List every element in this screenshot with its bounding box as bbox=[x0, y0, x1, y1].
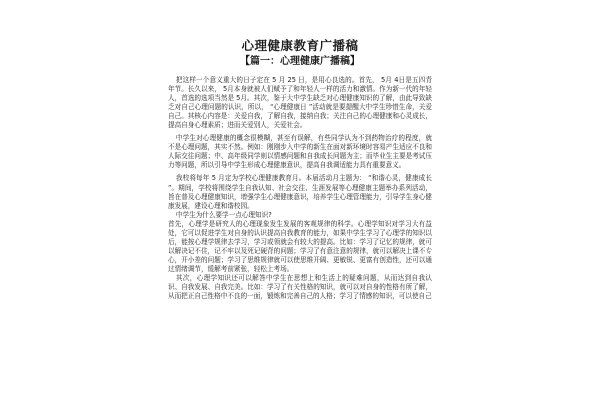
document-page bbox=[168, 0, 432, 400]
document-title: 心理健康教育广播稿 bbox=[241, 38, 359, 53]
document-subtitle: 【篇一：心理健康广播稿】 bbox=[240, 56, 360, 67]
paragraph-first-reason: 首先，心理学是研究人的心理现象发生发展的客观规律的科学。心理学知识对学习大有益处，它可以促进学生对自身的认识提高自我教育的能力，如果中学生学习了心理学的知识以后，能按心理学规律去学习，学习或领就会有较大的提高。比如：学习了记忆的规律，就可以解决记不住，记不牢以及死记硬背的问题；学习了有意注意的规律，就可以解决上课不专心，开小差的问题；学习了思维规律就可以使思维开阔、更敏锐、更富有创造性，还可以通过情绪调节，缓解考前紧张，轻松上考场。 bbox=[168, 219, 432, 273]
paragraph-intro: 把这样一个意义重大的日子定在 5 月 25 日，是用心良选的。首先， 5月 4日是五四青年节。长久以来， 5月本身就被人们赋予了和年轻人一样的活力和激情。作为新一代的年轻人，首选的选项当然是 5月。其次，鉴于大中学生缺乏对心理健康知识的了解，由此导致缺乏对自己心理问题的认识，所以， “心理健康日 ”活动就是要提醒大中学生珍惜生命，关爱自己。其核心内容是：关爱自我，了解自我，接纳自我；关注自己的心理健康和心灵成长，提高自身心理素质；进而关爱别人，关爱社会。 bbox=[168, 76, 432, 130]
paragraph-misconceptions: 中学生对心理健康的概念很模糊，甚至有误解，有些同学认为不到药物治疗的程度，就不是心理问题，其实不然。例如：刚刚步入中学的新生在面对新环境时容易产生适应不良和人际交往问题；中、高年级同学则以情感问题和自我成长问题为主；而毕业生主要是考试压力等问题，所以引导中学生形成心理健康意识，提高自我调适能力具有重要意义。 bbox=[168, 134, 432, 170]
section-question-heading: 中学生为什么要学一点心理知识? bbox=[175, 210, 272, 219]
document-body bbox=[168, 76, 432, 301]
paragraph-activity-month: 我校将每年 5 月定为学校心理健康教育月。本届活动月主题为： “和谐心灵，健康成长 ”。期间，学校将围绕学生自我认知、社会交往、生涯发展等心理健康主题举办系列活动，旨在普及心理健康知识，增强学生心理健康意识，培养学生心理管理能力，引导学生身心健康发展，建设心理和谐校园。 bbox=[168, 174, 432, 210]
paragraph-second-reason: 其次，心理学知识还可以解答中学生在思想上和生活上的疑难问题，从而达到自我认识、自我发展、自我完美。比如：学习了有关性格的知识，就可以对自身的性格有所了解，从而把正自己性格中不良的一面，锻炼和完善自己的人格；学习了情感的知识，可以使自己 bbox=[168, 273, 432, 301]
